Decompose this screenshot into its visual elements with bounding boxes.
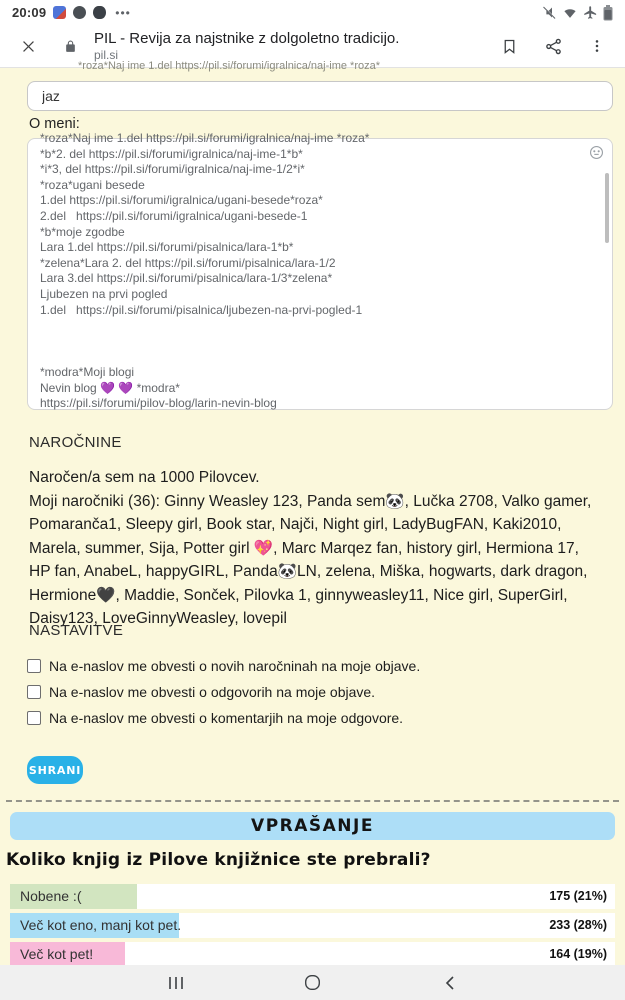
- back-icon[interactable]: [434, 971, 466, 995]
- share-icon[interactable]: [539, 32, 567, 60]
- about-me-label: O meni:: [29, 116, 80, 132]
- about-me-text: *roza*Naj ime 1.del https://pil.si/forumi/igralnica/naj-ime *roza* *b*2. del https://pil.si/forumi/igralnica/naj-ime-1*b* *i*3, del https://pil.si/forumi/igralnica/naj-ime-1/2*i* *roza*ugani besede 1.del https://pil.si/forumi/igralnica/ugani-besede*roza* 2.del https://pil.si/forumi/igralnica/ugani-besede-1 *b*moje zgodbe Lara 1.del https://pil.si/forumi/pisalnica/lara-1*b* *zelena*Lara 2. del https://pil.si/forumi/pisalnica/lara-1/2 Lara 3.del https://pil.si/forumi/pisalnica/lara-1/3*zelena* Ljubezen na prvi pogled 1.del https://pil.si/forumi/pisalnica/ljubezen-na-prvi-pogled-1 *modra*Moji blogi Nevin blog 💜 💜 *modra* https://pil.si/forumi/pilov-blog/larin-nevin-blog: [40, 131, 370, 411]
- subscription-status: Naročen/a sem na 1000 Pilovcev.: [29, 469, 260, 486]
- subscriptions-text: [29, 466, 601, 631]
- wifi-icon: [562, 5, 578, 20]
- textarea-scrollbar[interactable]: [605, 173, 609, 243]
- poll-option-label: Več kot pet!: [20, 946, 94, 962]
- airplane-icon: [583, 5, 598, 20]
- bookmark-icon[interactable]: [495, 32, 523, 60]
- status-bar: [0, 0, 625, 25]
- more-notifications-icon: •••: [115, 5, 131, 20]
- poll-banner: VPRAŠANJE: [10, 812, 615, 840]
- close-tab-icon[interactable]: [14, 32, 42, 60]
- mute-icon: [542, 5, 557, 20]
- clipped-text-fragment: *roza*Naj ime 1.del https://pil.si/forumi/igralnica/naj-ime *roza*: [78, 60, 381, 72]
- poll-option-votes: 175 (21%): [549, 889, 607, 903]
- battery-icon: [603, 5, 613, 21]
- save-button[interactable]: SHRANI: [27, 756, 83, 784]
- poll-option-row[interactable]: [10, 913, 615, 938]
- checkbox-comments[interactable]: [27, 711, 41, 725]
- checkbox-new-subscriptions[interactable]: [27, 659, 41, 673]
- checkbox-label: Na e-naslov me obvesti o odgovorih na moje objave.: [49, 684, 376, 700]
- page-title-block: [94, 30, 487, 62]
- poll-option-row[interactable]: [10, 942, 615, 967]
- home-icon[interactable]: [297, 971, 329, 995]
- poll-option-label: Nobene :(: [20, 888, 82, 904]
- webpage-content: [0, 60, 625, 965]
- setting-row: [27, 710, 403, 726]
- clock: 20:09: [12, 5, 47, 20]
- setting-row: [27, 684, 375, 700]
- notification-app-icon: [93, 6, 106, 19]
- setting-row: [27, 658, 420, 674]
- notification-app-icon: [73, 6, 86, 19]
- page-title: PIL - Revija za najstnike z dolgoletno tradicijo.: [94, 30, 400, 47]
- checkbox-label: Na e-naslov me obvesti o komentarjih na moje odgovore.: [49, 710, 404, 726]
- android-nav-bar: [0, 965, 625, 1000]
- poll-option-votes: 233 (28%): [549, 918, 607, 932]
- section-divider: [6, 800, 619, 802]
- settings-heading: NASTAVITVE: [29, 622, 124, 639]
- poll-question: Koliko knjig iz Pilove knjižnice ste prebrali?: [6, 850, 431, 870]
- about-me-textarea[interactable]: [27, 131, 613, 411]
- recents-icon[interactable]: [160, 971, 192, 995]
- menu-icon[interactable]: [583, 32, 611, 60]
- checkbox-label: Na e-naslov me obvesti o novih naročninah na moje objave.: [49, 658, 421, 674]
- checkbox-replies[interactable]: [27, 685, 41, 699]
- subscriptions-heading: NAROČNINE: [29, 434, 122, 451]
- poll-option-label: Več kot eno, manj kot pet.: [20, 917, 182, 933]
- poll-option-votes: 164 (19%): [549, 947, 607, 961]
- lock-icon[interactable]: [56, 32, 84, 60]
- subscribers-list: Moji naročniki (36): Ginny Weasley 123, Panda sem🐼, Lučka 2708, Valko gamer, Pomaranča1, Sleepy girl, Book star, Najči, Night girl, LadyBugFAN, Kaki2010, Marela, summer, Sija, Potter girl 💖, Marc Marqez fan, history girl, Hermiona 17, HP fan, AnabeL, happyGIRL, Panda🐼LN, zelena, Miška, hogwarts, dark dragon, Hermione🖤, Maddie, Sonček, Pilovka 1, ginnyweasley11, Nice girl, SuperGirl, Daisy123, LoveGinnyWeasley, lovepil: [29, 492, 592, 627]
- nickname-input[interactable]: [27, 81, 613, 111]
- notification-app-icon: [53, 6, 66, 19]
- poll-option-row[interactable]: [10, 884, 615, 909]
- emoji-smiley-icon[interactable]: [589, 145, 604, 165]
- page-url: pil.si: [94, 48, 119, 62]
